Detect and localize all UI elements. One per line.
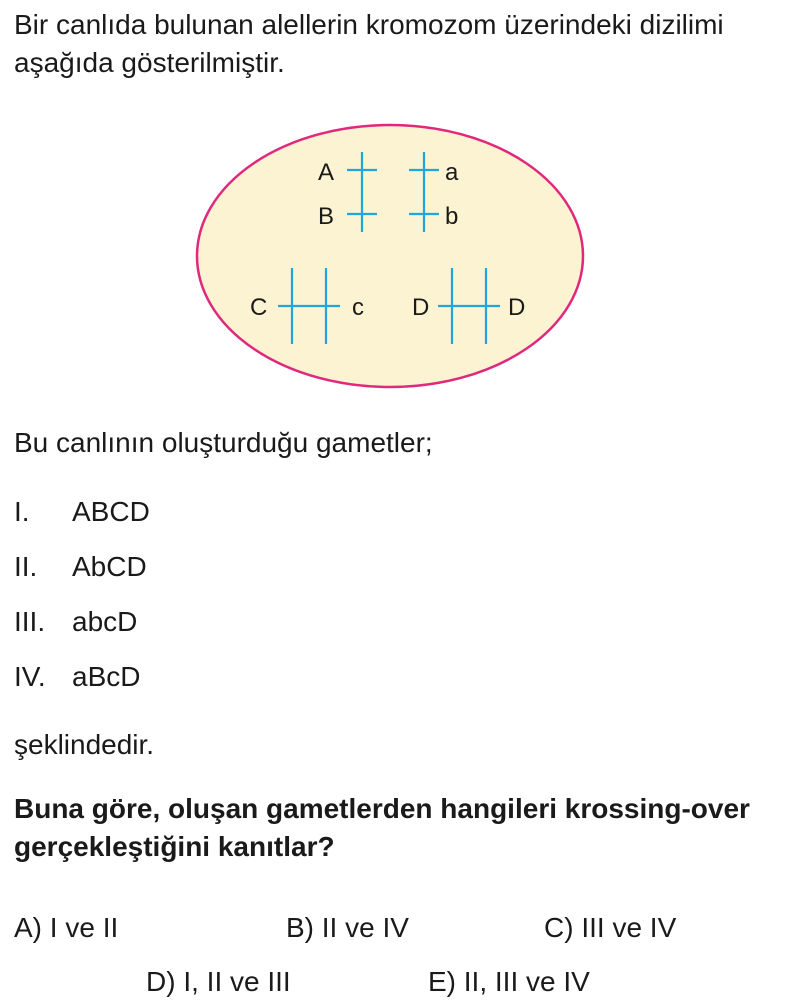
gamete-item <box>14 549 147 585</box>
allele-A: A <box>318 159 335 186</box>
allele-c: c <box>352 294 364 321</box>
option-d[interactable]: D) I, II ve III <box>146 966 291 997</box>
cell-diagram <box>0 0 792 400</box>
gamete-number: IV. <box>14 661 46 692</box>
question-intro: Bir canlıda bulunan alellerin kromozom üzerindeki dizilimi aşağıda gösterilmiştir. <box>14 9 724 78</box>
gamete-number: I. <box>14 496 30 527</box>
allele-B: B <box>318 203 335 230</box>
option-b[interactable]: B) II ve IV <box>286 912 409 943</box>
allele-b: b <box>445 203 459 230</box>
gamete-number: II. <box>14 551 38 582</box>
allele-a: a <box>445 159 459 186</box>
option-e[interactable]: E) II, III ve IV <box>428 966 590 997</box>
gamete-value: abcD <box>72 606 138 637</box>
gametes-lead: Bu canlının oluşturduğu gametler; <box>14 427 433 458</box>
gamete-number: III. <box>14 606 46 637</box>
gamete-value: aBcD <box>72 661 141 692</box>
gamete-item <box>14 494 150 530</box>
gamete-value: AbCD <box>72 551 147 582</box>
closing-text: şeklindedir. <box>14 729 155 760</box>
allele-D-left: D <box>412 294 430 321</box>
allele-D-right: D <box>508 294 526 321</box>
gamete-item <box>14 659 140 695</box>
allele-C: C <box>250 294 268 321</box>
gamete-item <box>14 604 137 640</box>
question-stem: Buna göre, oluşan gametlerden hangileri krossing-over gerçekleştiğini kanıtlar? <box>14 793 750 862</box>
cell-ellipse <box>197 125 583 387</box>
option-a[interactable]: A) I ve II <box>14 912 119 943</box>
option-c[interactable]: C) III ve IV <box>544 912 677 943</box>
gamete-value: ABCD <box>72 496 150 527</box>
